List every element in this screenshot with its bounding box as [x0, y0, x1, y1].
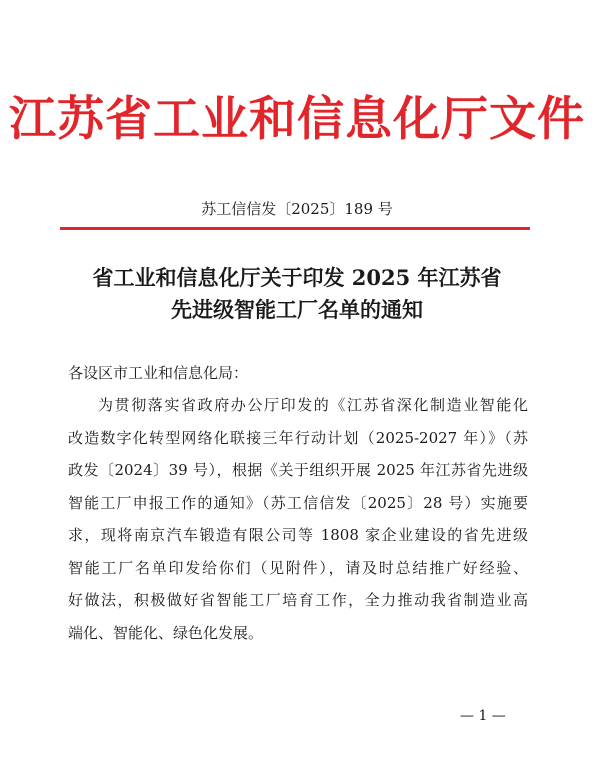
body-line: 好做法，积极做好省智能工厂培育工作，全力推动我省制造业高	[68, 591, 528, 609]
body-line: 智能工厂名单印发给你们（见附件），请及时总结推广好经验、	[68, 558, 528, 577]
body-line: 改造数字化转型网络化联接三年行动计划（2025-2027 年）》（苏	[68, 428, 528, 447]
page-number: — 1 —	[460, 708, 506, 724]
body-line: 政发〔2024〕39 号），根据《关于组织开展 2025 年江苏省先进级	[68, 461, 528, 479]
body-line: 求，现将南京汽车锻造有限公司等 1808 家企业建设的省先进级	[68, 526, 528, 544]
notice-title	[0, 262, 594, 326]
document-number: 苏工信信发〔2025〕189 号	[201, 200, 393, 218]
document-header-title: 江苏省工业和信息化厅文件	[9, 92, 585, 147]
body-paragraph	[68, 389, 528, 649]
body-line: 端化、智能化、绿色化发展。	[68, 623, 264, 642]
body-line: 为贯彻落实省政府办公厅印发的《江苏省深化制造业智能化	[98, 396, 528, 414]
notice-title-line-1: 省工业和信息化厅关于印发 2025 年江苏省	[92, 265, 502, 290]
notice-title-line-2: 先进级智能工厂名单的通知	[171, 297, 423, 322]
red-divider-line	[60, 227, 530, 230]
body-line: 智能工厂申报工作的通知》（苏工信信发〔2025〕28 号）实施要	[68, 493, 528, 512]
addressee: 各设区市工业和信息化局：	[68, 364, 249, 382]
